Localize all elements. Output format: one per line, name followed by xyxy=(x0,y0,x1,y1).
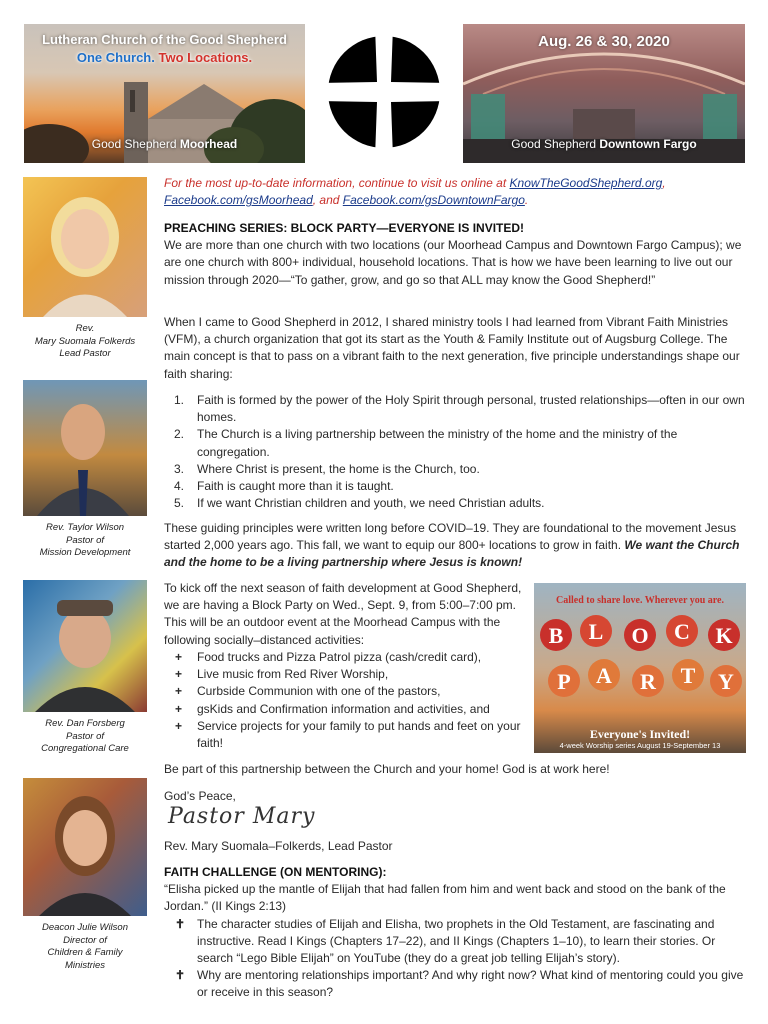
list-number: 1. xyxy=(174,393,185,407)
faith-challenge-section xyxy=(164,864,746,1002)
intro-text: , xyxy=(662,176,666,190)
poster-letter: Y xyxy=(718,669,734,694)
poster-letter: T xyxy=(680,663,696,688)
intro-text: , and xyxy=(312,193,343,208)
portrait-illustration xyxy=(23,580,147,712)
list-text: Food trucks and Pizza Patrol pizza (cash/credit card), xyxy=(197,650,482,664)
cross-logo xyxy=(318,26,450,158)
julie-photo xyxy=(23,778,147,916)
staff-name: Rev. Taylor Wilson xyxy=(45,522,125,533)
list-number: 4. xyxy=(174,479,185,494)
list-item xyxy=(164,916,746,968)
staff-name: Mary Suomala Folkerds xyxy=(34,335,136,347)
list-text: Curbside Communion with one of the pastors, xyxy=(197,684,441,699)
fargo-caption xyxy=(463,137,745,151)
list-item xyxy=(164,967,746,1001)
website-link[interactable]: KnowTheGoodShepherd.org xyxy=(509,176,663,190)
julie-caption xyxy=(14,922,156,972)
portrait-illustration xyxy=(23,380,147,516)
preaching-heading: PREACHING SERIES: BLOCK PARTY—EVERYONE IS INVITED! xyxy=(164,221,525,235)
principles-list xyxy=(164,392,746,512)
list-text: gsKids and Confirmation information and activities, and xyxy=(197,701,490,716)
staff-name: Deacon Julie Wilson xyxy=(42,922,128,933)
intro-paragraph xyxy=(164,175,746,209)
block-party-closing xyxy=(164,761,746,778)
list-item xyxy=(164,392,746,426)
signoff-greeting xyxy=(164,788,746,805)
plus-bullet: + xyxy=(175,701,183,716)
caption-plain: Good Shepherd xyxy=(511,137,597,151)
preaching-para3-block xyxy=(164,520,746,572)
dan-photo xyxy=(23,580,147,712)
para3-emphasis: We want the Church and the home to be a living partnership where Jesus is known! xyxy=(164,538,740,570)
tagline-part1: One Church. xyxy=(76,50,155,65)
poster-letter: P xyxy=(557,669,571,694)
plus-bullet: + xyxy=(175,684,183,699)
preaching-para2-block xyxy=(164,314,746,383)
staff-role: Director of xyxy=(63,934,107,946)
service-dates: Aug. 26 & 30, 2020 xyxy=(538,33,670,50)
list-number: 5. xyxy=(174,496,185,511)
poster-letter: R xyxy=(640,669,656,694)
list-item xyxy=(164,426,746,460)
staff-role: Children & Family xyxy=(47,947,123,958)
faith-challenge-heading: FAITH CHALLENGE (ON MENTORING): xyxy=(164,865,387,879)
list-text: Faith is formed by the power of the Holy Spirit through personal, trusted relationships—often in our own homes. xyxy=(197,393,745,425)
mary-caption xyxy=(14,323,156,361)
taylor-photo xyxy=(23,380,147,516)
preaching-para3 xyxy=(164,520,746,572)
plus-bullet: + xyxy=(175,667,183,682)
poster-invite: Everyone's Invited! xyxy=(589,727,691,741)
plus-bullet: + xyxy=(175,718,183,733)
list-item xyxy=(164,683,528,700)
taylor-caption xyxy=(14,522,156,560)
intro-text: For the most up-to-date information, continue to visit us online at xyxy=(164,176,510,190)
staff-role: Pastor of xyxy=(65,534,105,546)
list-item xyxy=(164,478,746,495)
poster-letter: K xyxy=(715,623,733,648)
poster-letter: O xyxy=(631,623,649,648)
poster-letter: A xyxy=(596,663,612,688)
list-text: Live music from Red River Worship, xyxy=(197,667,389,682)
staff-role: Lead Pastor xyxy=(59,348,111,359)
cross-bullet-icon: ✝ xyxy=(175,968,186,983)
signoff-name xyxy=(164,838,746,855)
list-text: If we want Christian children and youth, we need Christian adults. xyxy=(197,496,545,511)
activities-list xyxy=(164,649,528,752)
closing-text: Be part of this partnership between the Church and your home! God is at work here! xyxy=(164,762,610,776)
intro-text: . xyxy=(524,193,529,208)
staff-title: Rev. xyxy=(75,323,95,334)
list-text: The character studies of Elijah and Elisha, two prophets in the Old Testament, are fascinating and instructive. Read I Kings (Chapters 17–22), and II Kings (Chapters 1–10), to learn their stories. Or search “Lego Bible Elijah” on YouTube (they do a great job telling Elijah’s story). xyxy=(197,916,716,966)
plus-bullet: + xyxy=(175,650,183,664)
block-party-text: To kick off the next season of faith development at Good Shepherd, we are having a Block Party on Wed., Sept. 9, from 5:00–7:00 pm. This will be an outdoor event at the Moorhead Campus with the following socially–distanced activities: xyxy=(164,581,522,647)
staff-role: Mission Development xyxy=(39,547,131,558)
cross-bullet-icon: ✝ xyxy=(175,916,186,931)
block-party-intro xyxy=(164,580,524,649)
list-number: 2. xyxy=(174,427,185,442)
block-party-poster xyxy=(534,583,746,753)
list-item xyxy=(164,701,528,718)
list-text: The Church is a living partnership between the ministry of the home and the ministry of the congregation. xyxy=(197,427,678,459)
caption-plain: Good Shepherd xyxy=(91,137,177,151)
mary-photo xyxy=(23,177,147,317)
poster-tagline: Called to share love. Wherever you are. xyxy=(556,595,724,606)
caption-bold: Downtown Fargo xyxy=(599,137,697,151)
list-text: Faith is caught more than it is taught. xyxy=(197,479,394,494)
pastor-name: Rev. Mary Suomala–Folkerds, Lead Pastor xyxy=(164,839,393,853)
list-text: Why are mentoring relationships important? And why right now? What kind of mentoring could you give or receive in this season? xyxy=(197,968,744,1000)
facebook-fargo-link[interactable]: Facebook.com/gsDowntownFargo xyxy=(342,193,525,208)
preaching-para1: We are more than one church with two locations (our Moorhead Campus and Downtown Fargo Campus); we are one church with 800+ individual, household locations. That is how we have been learning to live out our mission through 2020—“To gather, grow, and go so that ALL may know the Good Shepherd!” xyxy=(164,238,742,287)
poster-letter: B xyxy=(548,623,564,648)
list-item xyxy=(164,666,528,683)
list-item xyxy=(164,718,528,752)
faith-challenge-quote: “Elisha picked up the mantle of Elijah that had fallen from him and went back and stood on the bank of the Jordan.” (II Kings 2:13) xyxy=(164,882,726,914)
preaching-section xyxy=(164,220,746,289)
moorhead-caption xyxy=(24,137,305,151)
tagline-part2: Two Locations. xyxy=(158,50,253,65)
caption-bold: Moorhead xyxy=(179,137,238,151)
list-text: Service projects for your family to put hands and feet on your faith! xyxy=(197,718,521,751)
dan-caption xyxy=(14,718,156,756)
staff-role: Pastor of xyxy=(65,730,105,742)
list-number: 3. xyxy=(174,461,185,476)
list-item xyxy=(164,649,528,666)
list-item xyxy=(164,495,746,512)
para3-text: These guiding principles were written long before COVID–19. They are foundational to the movement Jesus started 2,000 years ago. This fall, we want to equip our 800+ locations to grow in faith. xyxy=(164,521,737,553)
staff-role: Ministries xyxy=(64,959,106,971)
staff-name: Rev. Dan Forsberg xyxy=(45,718,125,729)
downtown-fargo-photo xyxy=(463,24,745,163)
preaching-para2: When I came to Good Shepherd in 2012, I shared ministry tools I had learned from Vibrant Faith Ministries (VFM), a church organization that got its start as the Youth & Family Institute out of Augsburg College. The main concept is that to pass on a vibrant faith to the next generation, five principle understandings shape our faith sharing: xyxy=(164,315,740,381)
moorhead-campus-photo xyxy=(24,24,305,163)
poster-letter: L xyxy=(588,619,604,644)
portrait-illustration xyxy=(23,778,147,916)
poster-series: 4-week Worship series August 19-September 13 xyxy=(559,741,721,750)
list-text: Where Christ is present, the home is the Church, too. xyxy=(197,461,480,476)
poster-letter: C xyxy=(674,619,690,644)
signature: Pastor Mary xyxy=(168,804,316,829)
greeting-text: God’s Peace, xyxy=(164,789,236,803)
portrait-illustration xyxy=(23,177,147,317)
facebook-moorhead-link[interactable]: Facebook.com/gsMoorhead xyxy=(164,193,313,208)
tagline xyxy=(24,50,305,65)
staff-role: Congregational Care xyxy=(41,743,129,754)
church-name: Lutheran Church of the Good Shepherd xyxy=(42,32,287,47)
list-item xyxy=(164,461,746,478)
